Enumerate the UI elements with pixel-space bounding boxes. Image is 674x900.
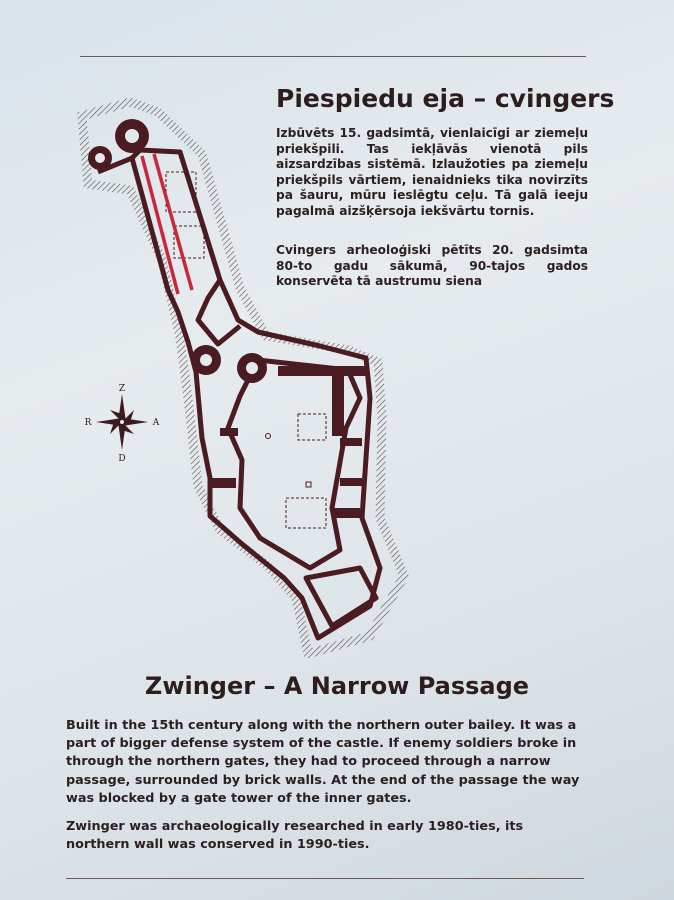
castle-floor-plan xyxy=(70,98,410,658)
compass-west: R xyxy=(84,418,92,428)
south-wall xyxy=(306,568,376,626)
compass-rose xyxy=(80,382,170,466)
english-paragraph-1: Built in the 15th century along with the northern outer bailey. It was a part of bigger defense system of the castle. If enemy soldiers broke in through the northern gates, they had to proceed through a narrow passage, surrounded by brick walls. At the end of the passage the way was blocked by a gate tower of the inner gates. xyxy=(66,718,580,806)
latvian-paragraph-1: Izbūvēts 15. gadsimtā, vienlaicīgi ar ziemeļu priekšpili. Tas iekļāvās vienotā pils aizsardzības sistēmā. Izlaužoties pa ziemeļu priekšpils vārtiem, ienaidnieks tika novirzīts pa šauru, mūru ieslēgtu ceļu. Tā galā ieeju pagalmā aizšķērsoja iekšvārtu tornis. xyxy=(276,126,588,218)
english-paragraph-2: Zwinger was archaeologically researched in early 1980-ties, its northern wall was conserved in 1990-ties. xyxy=(66,819,524,853)
compass-east: A xyxy=(152,418,160,428)
compass-rose-icon xyxy=(80,382,170,462)
compass-south: D xyxy=(118,454,126,462)
english-title: Zwinger – A Narrow Passage xyxy=(144,672,530,700)
bottom-divider xyxy=(66,878,584,879)
latvian-title: Piespiedu eja – cvingers xyxy=(276,84,615,113)
latvian-paragraph-2: Cvingers arheoloģiski pētīts 20. gadsimta 80-to gadu sākumā, 90-tajos gados konservēta tā austrumu siena xyxy=(276,243,588,289)
top-divider xyxy=(80,56,586,57)
compass-north: Z xyxy=(118,384,126,394)
